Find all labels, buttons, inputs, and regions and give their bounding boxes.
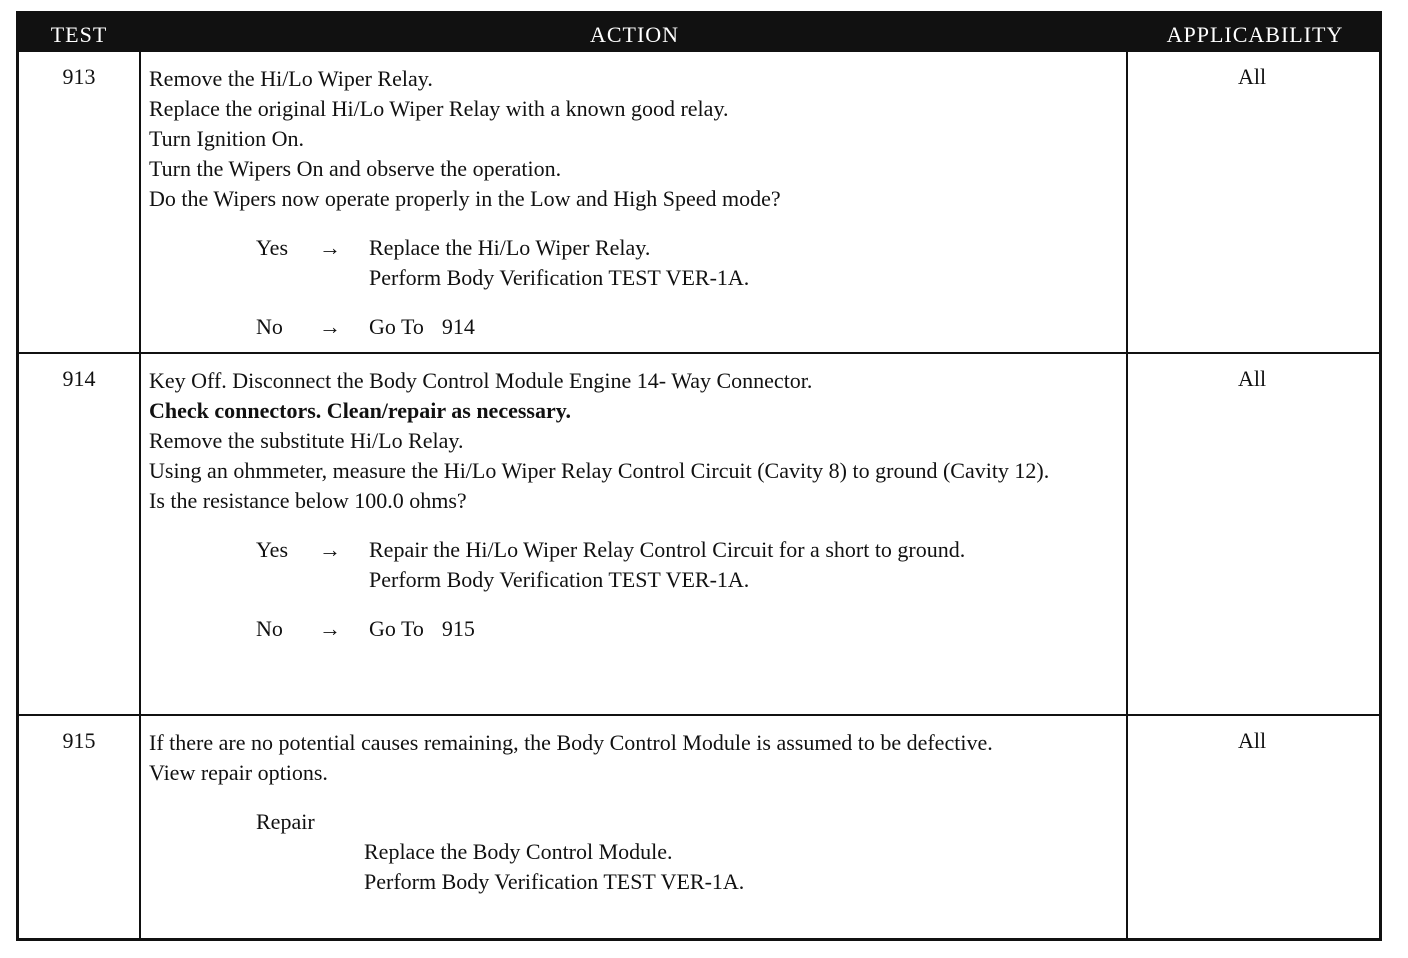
action-line: Is the resistance below 100.0 ohms? bbox=[149, 488, 467, 513]
arrow-icon: → bbox=[319, 235, 341, 260]
no-branch bbox=[149, 614, 1119, 644]
no-branch bbox=[149, 312, 1119, 342]
test-number: 915 bbox=[62, 728, 96, 753]
header-applicability: APPLICABILITY bbox=[1166, 22, 1344, 47]
action-line: Using an ohmmeter, measure the Hi/Lo Wiper Relay Control Circuit (Cavity 8) to ground (Cavity 12). bbox=[149, 458, 1050, 483]
action-line: Turn the Wipers On and observe the operation. bbox=[149, 156, 562, 181]
yes-label: Yes bbox=[256, 537, 289, 562]
arrow-icon: → bbox=[319, 314, 341, 339]
goto-text: Go To bbox=[369, 616, 424, 641]
action-line: Remove the substitute Hi/Lo Relay. bbox=[149, 428, 464, 453]
yes-line: Perform Body Verification TEST VER-1A. bbox=[369, 265, 750, 290]
action-line: If there are no potential causes remaining, the Body Control Module is assumed to be defective. bbox=[149, 730, 993, 755]
table-header bbox=[19, 14, 1379, 52]
action-line: Key Off. Disconnect the Body Control Module Engine 14- Way Connector. bbox=[149, 368, 813, 393]
no-label: No bbox=[256, 314, 283, 339]
table-row bbox=[19, 716, 1379, 938]
yes-branch bbox=[149, 535, 1119, 595]
applicability-value: All bbox=[1237, 728, 1267, 753]
diagnostic-table bbox=[16, 11, 1382, 941]
goto-target: 914 bbox=[441, 314, 475, 339]
repair-label: Repair bbox=[256, 809, 315, 834]
goto-target: 915 bbox=[441, 616, 475, 641]
arrow-icon: → bbox=[319, 537, 341, 562]
test-number: 914 bbox=[62, 366, 96, 391]
action-line: Turn Ignition On. bbox=[149, 126, 305, 151]
repair-branch bbox=[149, 807, 1119, 897]
header-test: TEST bbox=[50, 22, 108, 47]
test-number: 913 bbox=[62, 64, 96, 89]
yes-line: Repair the Hi/Lo Wiper Relay Control Circuit for a short to ground. bbox=[369, 537, 966, 562]
no-label: No bbox=[256, 616, 283, 641]
yes-line: Replace the Hi/Lo Wiper Relay. bbox=[369, 235, 651, 260]
action-cell bbox=[149, 728, 1119, 897]
goto-text: Go To bbox=[369, 314, 424, 339]
applicability-value: All bbox=[1237, 366, 1267, 391]
table-row bbox=[19, 52, 1379, 354]
yes-branch bbox=[149, 233, 1119, 293]
repair-line: Replace the Body Control Module. bbox=[364, 839, 673, 864]
action-line-bold: Check connectors. Clean/repair as necessary. bbox=[149, 398, 572, 423]
table-row bbox=[19, 354, 1379, 716]
arrow-icon: → bbox=[319, 616, 341, 641]
action-line: Replace the original Hi/Lo Wiper Relay with a known good relay. bbox=[149, 96, 729, 121]
action-line: Remove the Hi/Lo Wiper Relay. bbox=[149, 66, 433, 91]
action-line: Do the Wipers now operate properly in the Low and High Speed mode? bbox=[149, 186, 781, 211]
action-cell bbox=[149, 64, 1119, 342]
yes-line: Perform Body Verification TEST VER-1A. bbox=[369, 567, 750, 592]
action-line: View repair options. bbox=[149, 760, 328, 785]
yes-label: Yes bbox=[256, 235, 289, 260]
applicability-value: All bbox=[1237, 64, 1267, 89]
action-cell bbox=[149, 366, 1119, 644]
header-action: ACTION bbox=[589, 22, 680, 47]
repair-line: Perform Body Verification TEST VER-1A. bbox=[364, 869, 745, 894]
